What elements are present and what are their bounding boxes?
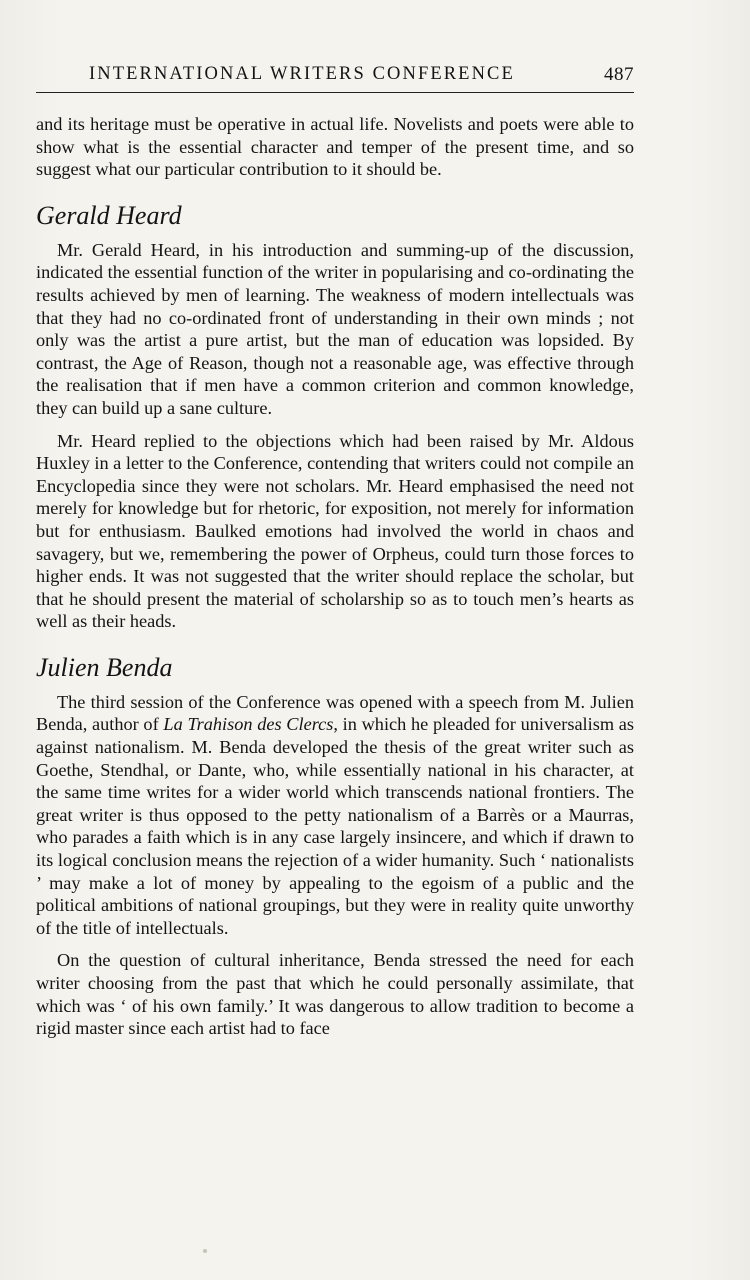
paper-speck <box>203 1249 207 1253</box>
book-title: La Trahison des Clercs <box>163 714 334 735</box>
paragraph-benda-1 <box>36 691 634 940</box>
running-header <box>36 62 634 93</box>
section-gerald-heard <box>36 201 634 633</box>
paragraph-benda-1-start: The third session of the Conference was opened with a speech from M. Julien Benda, author of <box>36 691 634 735</box>
running-title: INTERNATIONAL WRITERS CONFERENCE <box>89 64 515 84</box>
paragraph-benda-1-end: , in which he pleaded for universalism as against nationalism. M. Benda developed the thesis of the great writer such as Goethe, Stendhal, or Dante, who, while essentially national in his character, at the same time writes for a wider world which transcends national frontiers. The great writer is thus opposed to the petty nationalism of a Barrès or a Maurras, who parades a faith which is in any case largely insincere, and which if drawn to its logical conclusion means the rejection of a wider humanity. Such ‘ nationalists ’ may make a lot of money by appealing to the egoism of a public and the political ambitions of national groupings, but they were in reality quite unworthy of the title of intellectuals. <box>36 714 635 938</box>
paragraph-heard-2: Mr. Heard replied to the objections which had been raised by Mr. Aldous Huxley in a letter to the Conference, contending that writers could not compile an Encyclopedia since they were not scholars. Mr. Heard emphasised the need not merely for knowledge but for rhetoric, for exposition, not merely for information but for enthusiasm. Baulked emotions had involved the world in chaos and savagery, but we, remembering the power of Orpheus, could turn those forces to higher ends. It was not suggested that the writer should replace the scholar, but that he should present the material of scholarship so as to touch men’s hearts as well as their heads. <box>36 430 635 632</box>
page-body <box>36 113 634 1040</box>
opening-paragraph: and its heritage must be operative in actual life. Novelists and poets were able to show what is the essential character and temper of the present time, and so suggest what our particular contribution to it should be. <box>36 114 634 180</box>
paragraph-benda-2: On the question of cultural inheritance, Benda stressed the need for each writer choosing from the past that which he could personally assimilate, that which was ‘ of his own family.’ It was dangerous to allow tradition to become a rigid master since each artist had to face <box>36 950 634 1039</box>
section-heading-julien-benda: Julien Benda <box>36 652 173 682</box>
section-heading-gerald-heard: Gerald Heard <box>36 200 182 230</box>
page-number: 487 <box>604 64 634 85</box>
section-julien-benda <box>36 653 634 1040</box>
paragraph-heard-1: Mr. Gerald Heard, in his introduction and summing-up of the discussion, indicated the essential function of the writer in popularising and co-ordinating the results achieved by men of learning. The weakness of modern intellectuals was that they had no co-ordinated front of understanding in their own minds ; not only was the artist a pure artist, but the man of education was lopsided. By contrast, the Age of Reason, though not a reasonable age, was effective through the realisation that if men have a common criterion and common knowledge, they can build up a sane culture. <box>36 239 634 418</box>
